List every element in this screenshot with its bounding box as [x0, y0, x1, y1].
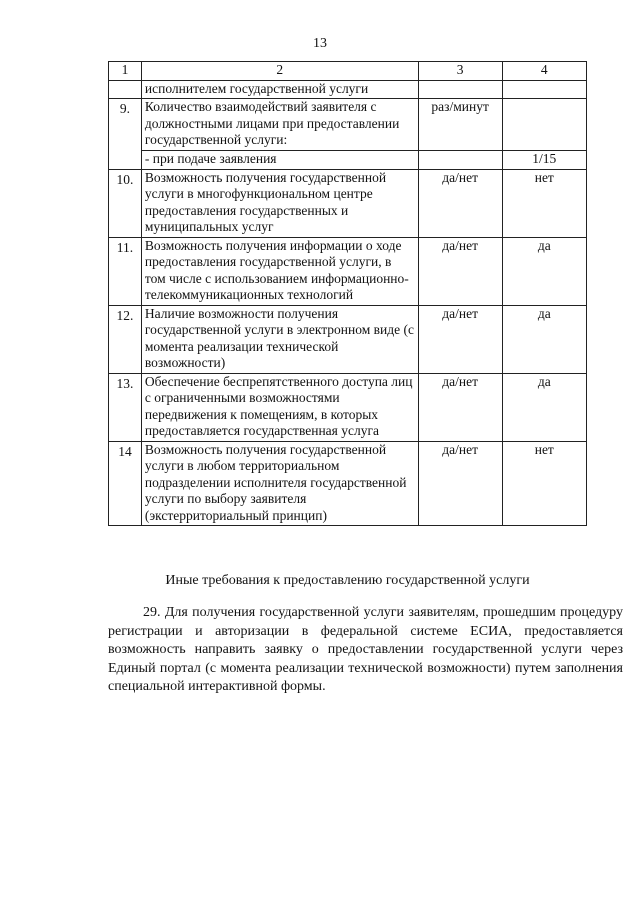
row-unit [418, 80, 502, 99]
row-unit-cell [418, 99, 502, 170]
row-unit: да/нет [418, 441, 502, 526]
table-row [109, 237, 587, 305]
row-number: 14 [109, 441, 142, 526]
table-row [109, 373, 587, 441]
row-description: Наличие возможности получения государственной услуги в электронном виде (с момента реализации технической возможности) [141, 305, 418, 373]
table-row [109, 169, 587, 237]
row-unit: раз/минут [431, 99, 489, 114]
row-number: 11. [109, 237, 142, 305]
row-value-cell [502, 99, 586, 170]
row-sub-unit [419, 150, 502, 168]
row-description: исполнителем государственной услуги [141, 80, 418, 99]
row-unit: да/нет [418, 169, 502, 237]
table-row [109, 99, 587, 170]
row-value: да [502, 373, 586, 441]
row-description: Возможность получения информации о ходе предоставления государственной услуги, в том числе с использованием информационно-телекоммуникационных технологий [141, 237, 418, 305]
header-col-4: 4 [502, 62, 586, 81]
row-number: 13. [109, 373, 142, 441]
row-sub-value: 1/15 [503, 150, 586, 169]
row-value [502, 80, 586, 99]
header-col-1: 1 [109, 62, 142, 81]
header-col-3: 3 [418, 62, 502, 81]
row-unit: да/нет [418, 237, 502, 305]
table-row [109, 80, 587, 99]
row-value: да [502, 237, 586, 305]
row-number: 10. [109, 169, 142, 237]
row-value: нет [502, 441, 586, 526]
row-description: Количество взаимодействий заявителя с должностными лицами при предоставлении государственной услуги: [144, 99, 400, 147]
row-number: 12. [109, 305, 142, 373]
row-description-cell [141, 99, 418, 170]
paragraph-29: 29. Для получения государственной услуги заявителям, прошедшим процедуру регистрации и авторизации в федеральной системе ЕСИА, предоставляется возможность направить заявку о предоставлении государственной услуги через Единый портал (с момента реализации технической возможности) путем заполнения специальной интерактивной формы. [108, 605, 623, 694]
requirements-table [108, 61, 587, 526]
row-sub-description: - при подаче заявления [142, 150, 418, 169]
page-number: 13 [313, 36, 327, 51]
table-row [109, 441, 587, 526]
row-description: Возможность получения государственной услуги в любом территориальном подразделении исполнителя государственной услуги по выбору заявителя (экстерриториальный принцип) [141, 441, 418, 526]
row-unit: да/нет [418, 373, 502, 441]
header-col-2: 2 [141, 62, 418, 81]
row-value: нет [502, 169, 586, 237]
row-number: 9. [109, 99, 142, 170]
row-unit: да/нет [418, 305, 502, 373]
row-value [503, 99, 586, 150]
table-header-row [109, 62, 587, 81]
row-description: Обеспечение беспрепятственного доступа лиц с ограниченными возможностями передвижения к помещениям, в которых предоставляется государственная услуга [141, 373, 418, 441]
row-number [109, 80, 142, 99]
section-heading: Иные требования к предоставлению государственной услуги [165, 573, 530, 588]
row-description: Возможность получения государственной услуги в многофункциональном центре предоставления государственных и муниципальных услуг [141, 169, 418, 237]
row-value: да [502, 305, 586, 373]
table-row [109, 305, 587, 373]
